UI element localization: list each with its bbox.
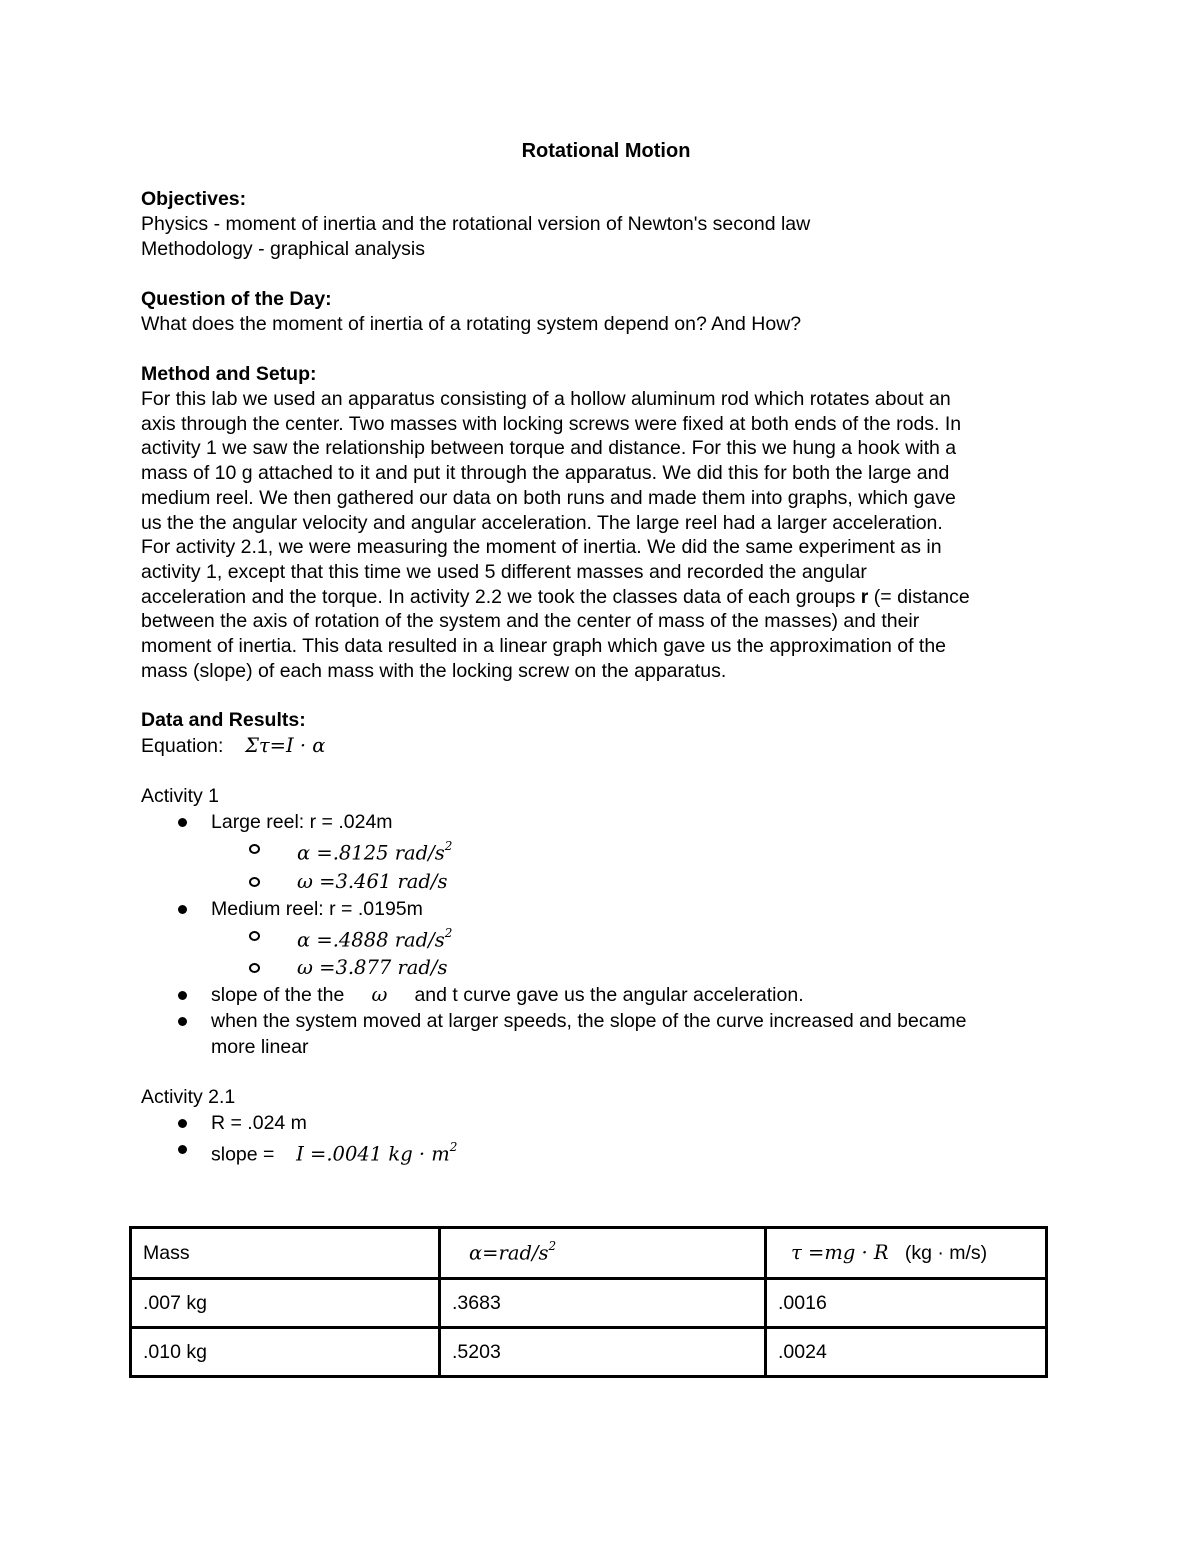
equation-formula: Στ=I · α — [245, 734, 326, 758]
list-item — [141, 868, 1071, 896]
objectives-line: Physics - moment of inertia and the rotational version of Newton's second law — [141, 213, 811, 235]
exponent: 2 — [444, 925, 453, 940]
objectives-line: Methodology - graphical analysis — [141, 238, 425, 260]
speeds-text: when the system moved at larger speeds, the slope of the curve increased and became — [211, 1010, 967, 1033]
activity1-list — [141, 809, 1071, 1060]
method-line-tail: (= distance — [868, 585, 970, 608]
list-item — [141, 1008, 1071, 1060]
exponent: 2 — [444, 839, 453, 854]
method-line: mass (slope) of each mass with the locking screw on the apparatus. — [141, 659, 727, 682]
data-results-heading: Data and Results: — [141, 709, 306, 732]
data-table — [129, 1226, 1048, 1378]
method-line: medium reel. We then gathered our data on both runs and made them into graphs, which gave — [141, 486, 956, 509]
method-line-with-r — [141, 585, 1071, 610]
question-heading: Question of the Day: — [141, 288, 332, 310]
cell-tau: .0016 — [766, 1279, 1047, 1328]
cell-mass: .010 kg — [131, 1328, 440, 1377]
method-line: axis through the center. Two masses with locking screws were fixed at both ends of the rods. In — [141, 412, 962, 435]
table-header-row — [131, 1228, 1047, 1279]
bullet-icon — [178, 1017, 187, 1026]
slope-text-post: and t curve gave us the angular acceleration. — [414, 984, 804, 1007]
header-mass: Mass — [131, 1228, 440, 1279]
method-heading: Method and Setup: — [141, 363, 317, 385]
method-line: acceleration and the torque. In activity 2.2 we took the classes data of each groups — [141, 585, 861, 608]
bullet-icon — [178, 1145, 187, 1154]
list-item — [141, 1110, 1071, 1136]
tau-formula: τ =mg · R — [791, 1241, 889, 1264]
tau-units: (kg · m/s) — [904, 1242, 988, 1264]
speeds-text-cont: more linear — [211, 1036, 309, 1059]
question-text: What does the moment of inertia of a rotating system depend on? And How? — [141, 313, 802, 335]
medium-alpha: α =.4888 rad/s — [297, 928, 445, 952]
slope-text-pre: slope of the the — [211, 984, 345, 1007]
page-title: Rotational Motion — [521, 140, 691, 162]
medium-reel-text: Medium reel: r = .0195m — [211, 897, 423, 920]
exponent: 2 — [449, 1140, 458, 1155]
list-item — [141, 922, 1071, 955]
large-omega: ω =3.461 rad/s — [297, 869, 448, 893]
method-line: mass of 10 g attached to it and put it through the apparatus. We did this for both the large and — [141, 462, 950, 485]
method-line: For this lab we used an apparatus consisting of a hollow aluminum rod which rotates about an — [141, 388, 951, 410]
activity21-list — [141, 1110, 1071, 1168]
header-alpha — [440, 1228, 766, 1279]
table-row — [131, 1328, 1047, 1377]
bullet-icon — [178, 991, 187, 1000]
medium-omega: ω =3.877 rad/s — [297, 956, 448, 980]
alpha-formula: α=rad/s — [469, 1241, 549, 1265]
equation-line — [141, 733, 1071, 759]
slope-value: I =.0041 kg · m — [296, 1142, 450, 1166]
bold-r: r — [860, 585, 869, 608]
cell-tau: .0024 — [766, 1328, 1047, 1377]
header-tau — [766, 1228, 1047, 1279]
bullet-icon — [178, 818, 187, 827]
list-item — [141, 835, 1071, 868]
bullet-icon — [178, 905, 187, 914]
method-line: activity 1, except that this time we used 5 different masses and recorded the angular — [141, 560, 867, 583]
list-item — [141, 1136, 1071, 1168]
equation-label: Equation: — [141, 735, 224, 758]
list-item — [141, 982, 1071, 1008]
large-reel-text: Large reel: r = .024m — [211, 811, 393, 834]
method-line: moment of inertia. This data resulted in a linear graph which gave us the approximation of the — [141, 635, 947, 658]
list-item — [141, 809, 1071, 896]
medium-reel-sublist — [211, 922, 1071, 983]
table-row — [131, 1279, 1047, 1328]
method-line: between the axis of rotation of the system and the center of mass of the masses) and their — [141, 610, 920, 633]
document-body — [141, 140, 1071, 1168]
large-reel-sublist — [211, 835, 1071, 896]
large-alpha: α =.8125 rad/s — [297, 841, 445, 865]
circle-bullet-icon — [249, 931, 260, 941]
cell-mass: .007 kg — [131, 1279, 440, 1328]
r-value: R = .024 m — [211, 1112, 307, 1135]
slope-label: slope = — [211, 1143, 275, 1166]
cell-alpha: .5203 — [440, 1328, 766, 1377]
method-line: us the the angular velocity and angular acceleration. The large reel had a larger acceleration. — [141, 511, 943, 534]
method-line: For activity 2.1, we were measuring the moment of inertia. We did the same experiment as in — [141, 536, 942, 559]
bullet-icon — [178, 1119, 187, 1128]
slope-omega: ω — [371, 983, 388, 1007]
activity1-heading: Activity 1 — [141, 785, 220, 808]
circle-bullet-icon — [249, 963, 260, 973]
circle-bullet-icon — [249, 877, 260, 887]
exponent: 2 — [548, 1238, 557, 1253]
circle-bullet-icon — [249, 844, 260, 854]
cell-alpha: .3683 — [440, 1279, 766, 1328]
list-item — [141, 896, 1071, 983]
activity21-heading: Activity 2.1 — [141, 1086, 236, 1109]
method-line: activity 1 we saw the relationship between torque and distance. For this we hung a hook with a — [141, 437, 957, 460]
list-item — [141, 954, 1071, 982]
objectives-heading: Objectives: — [141, 188, 247, 210]
